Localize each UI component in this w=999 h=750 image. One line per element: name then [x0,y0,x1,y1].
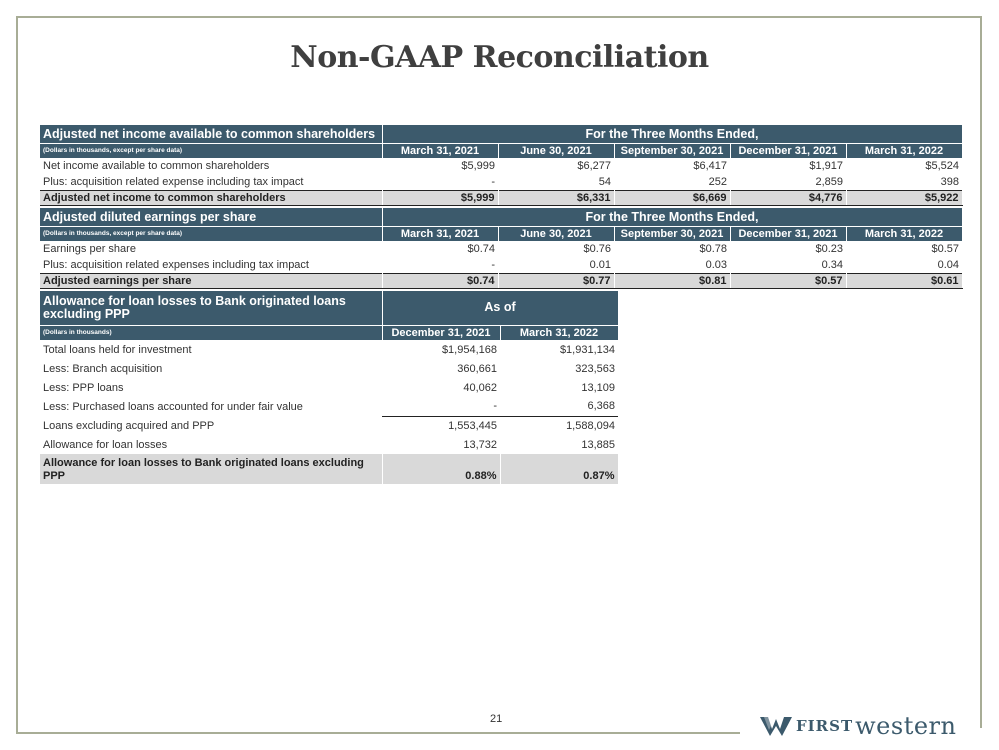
total-value: $6,331 [498,190,614,205]
page-title: Non-GAAP Reconciliation [290,40,709,75]
column-header: March 31, 2022 [846,226,962,241]
cell-value: $0.57 [931,243,959,255]
table-row [40,257,962,273]
row-label: Net income available to common shareholders [43,160,270,172]
page-number: 21 [490,713,503,725]
total-value: $0.57 [730,273,846,288]
total-row [40,190,962,205]
table-title: Adjusted net income available to common shareholders [40,125,382,143]
table-row [40,416,618,435]
total-value: $5,999 [382,190,498,205]
table-row [40,241,962,257]
cell-value: 0.04 [937,258,959,271]
column-header: June 30, 2021 [498,226,614,241]
period-header: As of [382,291,618,325]
cell-value: $6,417 [693,160,727,172]
table-row [40,158,962,174]
total-label: Adjusted net income to common shareholders [40,190,382,205]
cell-value: 360,661 [457,362,497,375]
cell-value: 1,553,445 [448,419,497,432]
total-value: $0.61 [846,273,962,288]
row-label: Plus: acquisition related expenses including tax impact [43,258,309,271]
table-title: Allowance for loan losses to Bank originated loans excluding PPP [40,291,382,325]
period-header: For the Three Months Ended, [382,208,962,226]
column-header: September 30, 2021 [614,226,730,241]
table-row [40,174,962,190]
column-header: December 31, 2021 [730,226,846,241]
allowance-loan-losses-table [40,291,619,484]
table-row [40,435,618,454]
cell-value: $5,524 [925,160,959,172]
cell-value: 54 [598,175,611,188]
column-header: March 31, 2021 [382,143,498,158]
cell-value: 13,109 [581,381,615,394]
row-label: Earnings per share [43,243,136,255]
cell-value: 1,588,094 [566,419,615,432]
total-value: 0.87% [500,454,618,484]
table-row [40,359,618,378]
cell-value: - [382,397,500,416]
logo-western-text: western [855,712,957,740]
adjusted-eps-table [40,208,963,289]
cell-value: 323,563 [575,362,615,375]
row-label: Loans excluding acquired and PPP [43,419,215,432]
total-row [40,454,618,484]
table-row [40,397,618,416]
cell-value: $5,999 [461,160,495,172]
table-title: Adjusted diluted earnings per share [40,208,382,226]
total-value: $5,922 [846,190,962,205]
cell-value: 0.34 [821,258,843,271]
cell-value: 6,368 [500,397,618,416]
cell-value: 398 [940,175,959,188]
cell-value: $6,277 [577,160,611,172]
cell-value: $0.74 [467,243,495,255]
cell-value: $1,917 [809,160,843,172]
cell-value: 0.01 [589,258,611,271]
w-logo-icon [760,715,792,737]
table-row [40,340,618,359]
cell-value: 2,859 [815,175,843,188]
company-logo [760,712,956,740]
total-value: $0.81 [614,273,730,288]
row-label: Total loans held for investment [43,343,192,356]
column-header: June 30, 2021 [498,143,614,158]
column-header: March 31, 2022 [500,325,618,340]
cell-value: $0.76 [583,243,611,255]
column-header: December 31, 2021 [382,325,500,340]
units-note: (Dollars in thousands, except per share data) [40,226,382,241]
row-label: Allowance for loan losses [43,438,168,451]
row-label: Less: Purchased loans accounted for under fair value [43,400,303,413]
column-header: March 31, 2022 [846,143,962,158]
total-row [40,273,962,288]
cell-value: $1,954,168 [441,343,497,356]
table-row [40,378,618,397]
period-header: For the Three Months Ended, [382,125,962,143]
units-note: (Dollars in thousands, except per share data) [40,143,382,158]
logo-first-text: FIRST [796,717,854,735]
cell-value: 0.03 [705,258,727,271]
total-label: Allowance for loan losses to Bank originated loans excluding PPP [40,454,382,484]
cell-value: $1,931,134 [559,343,615,356]
cell-value: - [491,175,495,188]
column-header: September 30, 2021 [614,143,730,158]
cell-value: $0.78 [699,243,727,255]
cell-value: 13,885 [581,438,615,451]
total-value: $4,776 [730,190,846,205]
column-header: December 31, 2021 [730,143,846,158]
cell-value: 40,062 [463,381,497,394]
row-label: Plus: acquisition related expense including tax impact [43,175,304,188]
row-label: Less: Branch acquisition [43,362,163,375]
column-header: March 31, 2021 [382,226,498,241]
cell-value: $0.23 [815,243,843,255]
total-value: $0.77 [498,273,614,288]
units-note: (Dollars in thousands) [40,325,382,340]
total-value: $0.74 [382,273,498,288]
total-label: Adjusted earnings per share [40,273,382,288]
adjusted-net-income-table [40,125,963,206]
total-value: $6,669 [614,190,730,205]
cell-value: - [491,258,495,271]
total-value: 0.88% [382,454,500,484]
cell-value: 252 [708,175,727,188]
cell-value: 13,732 [463,438,497,451]
row-label: Less: PPP loans [43,381,124,394]
